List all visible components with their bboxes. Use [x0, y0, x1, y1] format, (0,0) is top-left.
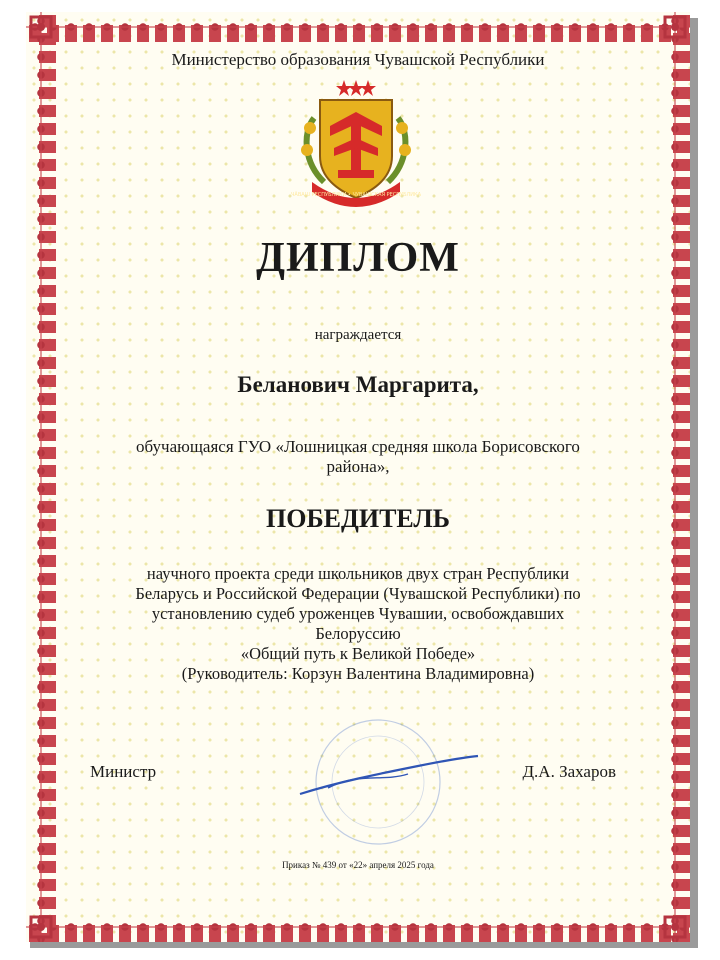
description-line: Беларусь и Российской Федерации (Чувашской Республики) по	[135, 584, 581, 603]
ornament-border-right	[660, 12, 690, 942]
corner-ornament-icon	[26, 912, 56, 942]
corner-ornament-icon	[26, 12, 56, 42]
description-line: установлению судеб уроженцев Чувашии, освобождавших	[151, 604, 565, 623]
school-line: обучающаяся ГУО «Лошницкая средняя школа Борисовского	[136, 437, 580, 456]
award-status: ПОБЕДИТЕЛЬ	[266, 504, 450, 533]
ornament-border-bottom	[26, 912, 690, 942]
ministry-heading: Министерство образования Чувашской Республики	[171, 50, 545, 69]
signatory-title: Министр	[90, 762, 157, 781]
ornament-border-left	[26, 12, 56, 942]
project-description	[26, 564, 690, 684]
school-info	[26, 437, 690, 477]
corner-ornament-icon	[660, 12, 690, 42]
description-line: (Руководитель: Корзун Валентина Владимировна)	[181, 664, 535, 683]
chuvash-coat-of-arms-icon	[290, 78, 422, 208]
description-line: «Общий путь к Великой Победе»	[240, 644, 476, 663]
order-reference: Приказ № 439 от «22» апреля 2025 года	[282, 860, 434, 870]
description-line: Белоруссию	[315, 624, 401, 643]
diploma-page	[26, 12, 690, 942]
awarded-label: награждается	[314, 327, 402, 343]
official-stamp-icon	[308, 702, 458, 852]
emblem-ribbon-text: ЧĂВАШ РЕСПУБЛИКИ • ЧУВАШСКАЯ РЕСПУБЛИКА	[290, 192, 422, 198]
corner-ornament-icon	[660, 912, 690, 942]
ornament-border-top	[26, 12, 690, 42]
description-line: научного проекта среди школьников двух стран Республики	[146, 564, 570, 583]
handwritten-signature	[300, 756, 478, 794]
school-line: района»,	[326, 457, 390, 476]
diploma-title: ДИПЛОМ	[256, 235, 460, 281]
recipient-name: Беланович Маргарита,	[237, 372, 479, 397]
signatory-name: Д.А. Захаров	[522, 762, 616, 781]
